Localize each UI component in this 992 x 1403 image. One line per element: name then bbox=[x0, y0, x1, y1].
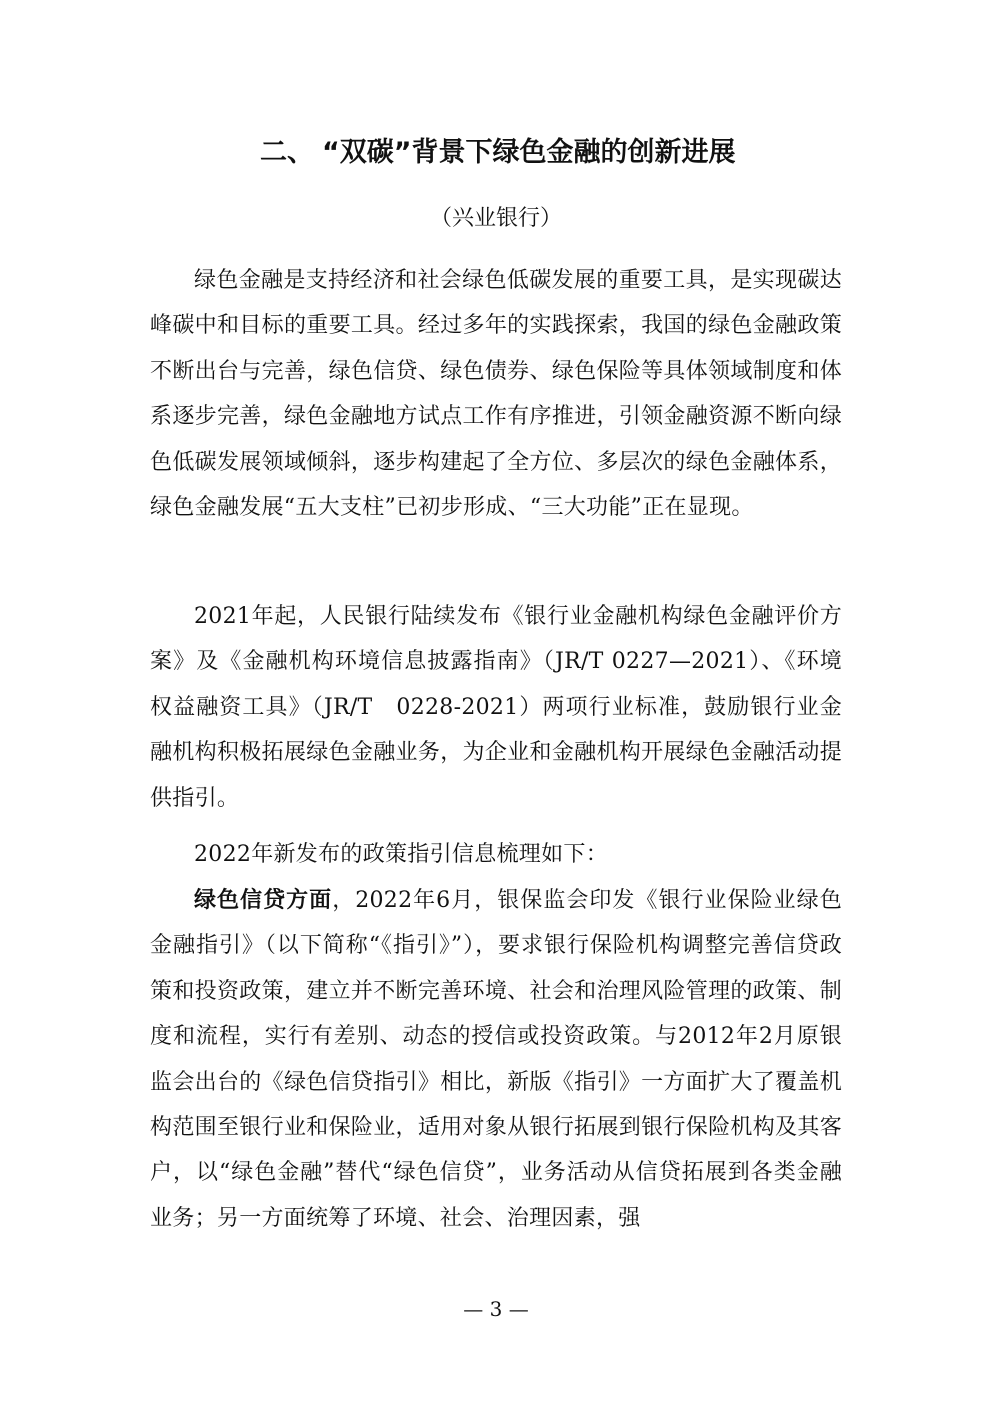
section-heading bbox=[150, 128, 842, 178]
paragraph-body: ，2022年6月，银保监会印发《银行业保险业绿色金融指引》（以下简称“《指引》”），要求银行保险机构调整完善信贷政策和投资政策，建立并不断完善环境、社会和治理风险管理的政策、制度和流程，实行有差别、动态的授信或投资政策。与2012年2月原银监会出台的《绿色信贷指引》相比，新版《指引》一方面扩大了覆盖机构范围至银行业和保险业，适用对象从银行拓展到银行保险机构及其客户，以“绿色金融”替代“绿色信贷”，业务活动从信贷拓展到各类金融业务；另一方面统筹了环境、社会、治理因素，强 bbox=[150, 888, 842, 1231]
organization-label: （兴业银行） bbox=[429, 206, 562, 231]
section-title: “双碳”背景下绿色金融的创新进展 bbox=[322, 137, 736, 168]
page-number: — 3 — bbox=[463, 1297, 529, 1321]
paragraph-text: 绿色金融是支持经济和社会绿色低碳发展的重要工具，是实现碳达峰碳中和目标的重要工具。经过多年的实践探索，我国的绿色金融政策不断出台与完善，绿色信贷、绿色债券、绿色保险等具体领域制度和体系逐步完善，绿色金融地方试点工作有序推进，引领金融资源不断向绿色低碳发展领域倾斜，逐步构建起了全方位、多层次的绿色金融体系，绿色金融发展“五大支柱”已初步形成、“三大功能”正在显现。 bbox=[150, 268, 842, 521]
paragraph-green-credit bbox=[150, 878, 842, 1241]
paragraph-text bbox=[150, 878, 842, 1241]
paragraph-standards bbox=[150, 594, 842, 821]
paragraph-text: 2022年新发布的政策指引信息梳理如下： bbox=[194, 842, 608, 867]
paragraph-summary-intro bbox=[150, 832, 842, 877]
paragraph-text: 2021年起，人民银行陆续发布《银行业金融机构绿色金融评价方案》及《金融机构环境信息披露指南》（JR/T 0227—2021）、《环境权益融资工具》（JR/T 0228-2021）两项行业标准，鼓励银行业金融机构积极拓展绿色金融业务，为企业和金融机构开展绿色金融活动提供指引。 bbox=[150, 604, 842, 811]
section-number: 二、 bbox=[260, 137, 314, 168]
paragraph-lead-bold: 绿色信贷方面 bbox=[194, 887, 333, 913]
paragraph-intro bbox=[150, 258, 842, 530]
